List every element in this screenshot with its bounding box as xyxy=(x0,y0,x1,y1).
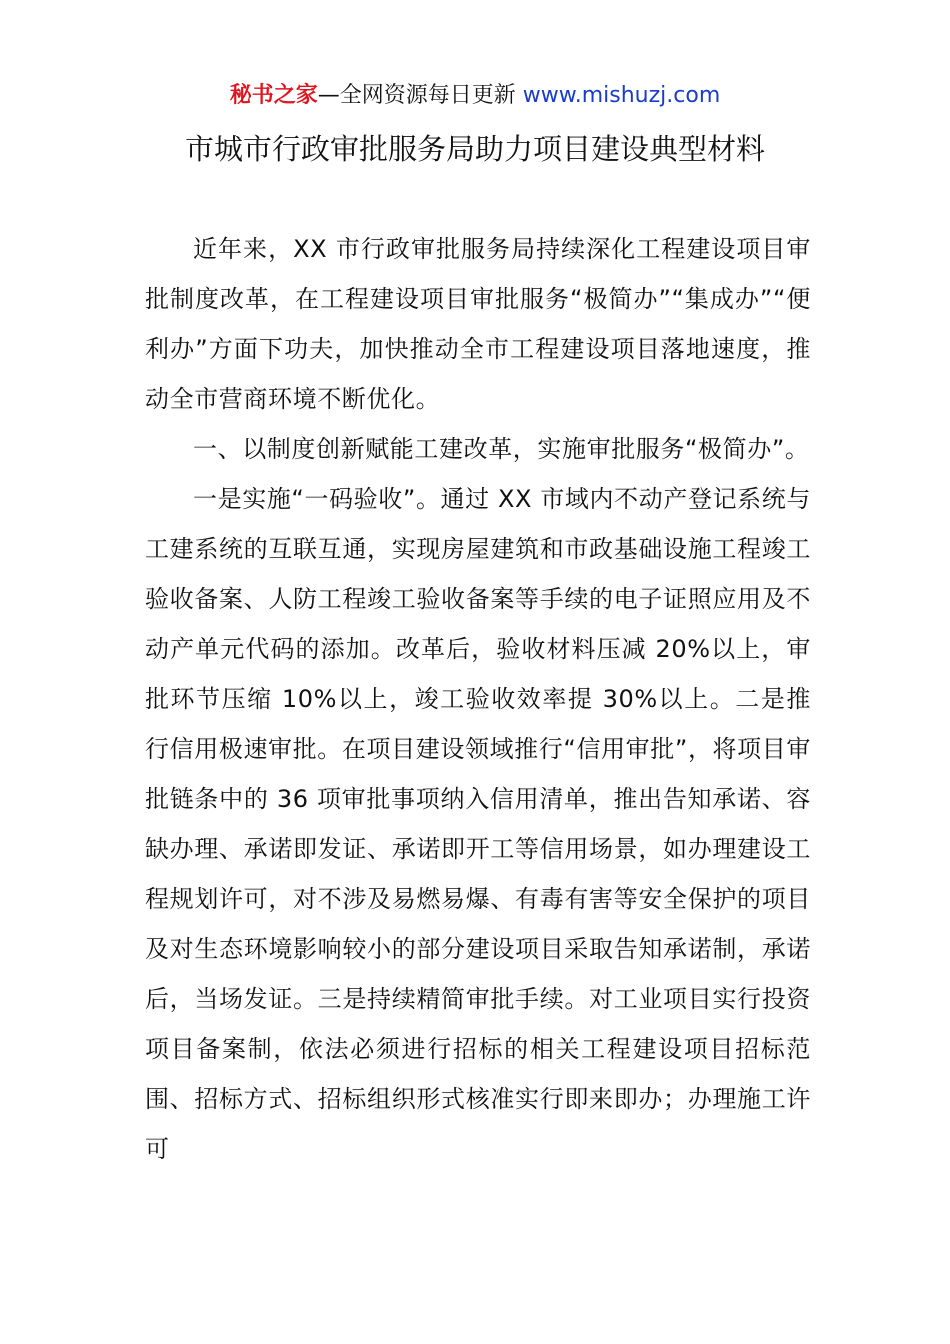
brand-name: 秘书之家 xyxy=(229,83,318,108)
paragraph-intro: 近年来，XX 市行政审批服务局持续深化工程建设项目审批制度改革，在工程建设项目审批服务“极简办”“集成办”“便利办”方面下功夫，加快推动全市工程建设项目落地速度，推动全市营商环境不断优化。 xyxy=(145,235,811,413)
header-tagline: —全网资源每日更新 xyxy=(317,83,523,108)
paragraph-measures: 一是实施“一码验收”。通过 XX 市域内不动产登记系统与工建系统的互联互通，实现房屋建筑和市政基础设施工程竣工验收备案、人防工程竣工验收备案等手续的电子证照应用及不动产单元代码的添加。改革后，验收材料压减 20%以上，审批环节压缩 10%以上，竣工验收效率提 30%以上。二是推行信用极速审批。在项目建设领域推行“信用审批”，将项目审批链条中的 36 项审批事项纳入信用清单，推出告知承诺、容缺办理、承诺即发证、承诺即开工等信用场景，如办理建设工程规划许可，对不涉及易燃易爆、有毒有害等安全保护的项目及对生态环境影响较小的部分建设项目采取告知承诺制，承诺后，当场发证。三是持续精简审批手续。对工业项目实行投资项目备案制，依法必须进行招标的相关工程建设项目招标范围、招标方式、招标组织形式核准实行即来即办；办理施工许可 xyxy=(145,485,811,1163)
paragraph-section-heading: 一、以制度创新赋能工建改革，实施审批服务“极简办”。 xyxy=(193,435,810,463)
document-body xyxy=(145,224,811,1174)
site-url-link[interactable]: www.mishuzj.com xyxy=(522,83,721,108)
site-header xyxy=(0,80,950,112)
document-title: 市城市行政审批服务局助力项目建设典型材料 xyxy=(184,132,765,166)
